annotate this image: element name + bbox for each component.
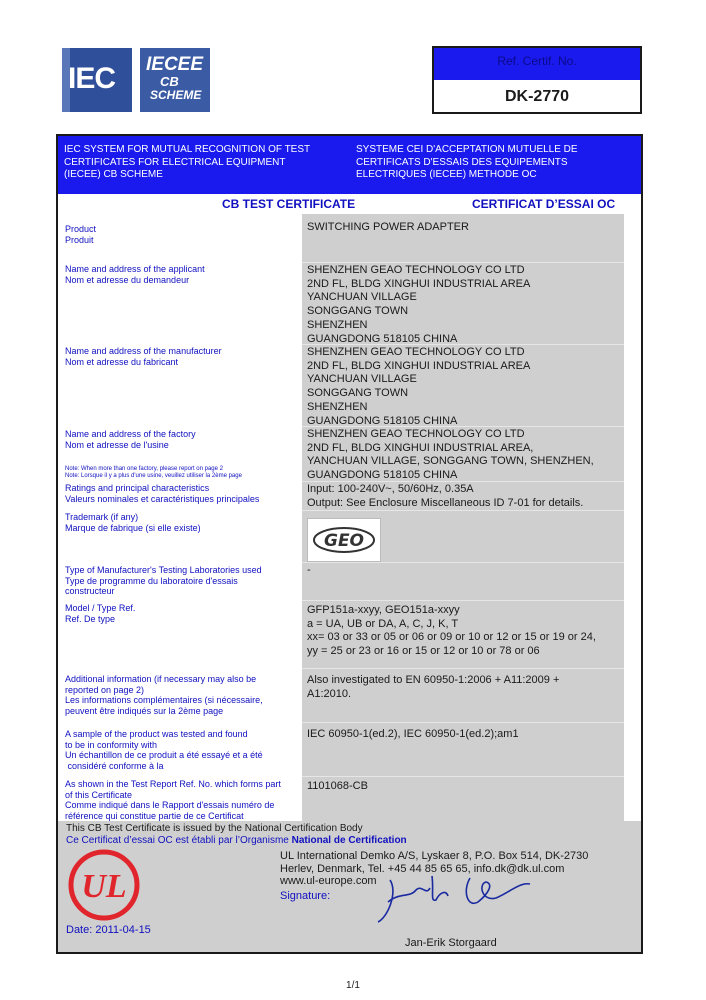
iec-logo-text: IEC (68, 62, 116, 95)
header-french (356, 144, 578, 182)
lab-type-value: - (307, 564, 311, 576)
ul-logo (64, 848, 144, 922)
signature-label: Signature: (280, 890, 331, 902)
signer-name: Jan-Erik Storgaard (405, 937, 497, 949)
geo-logo-graphic (308, 519, 380, 561)
test-report-value: 1101068-CB (307, 780, 368, 792)
trademark-label: Trademark (if any) Marque de fabrique (si elle existe) (65, 512, 201, 533)
ratings-label: Ratings and principal characteristics Valeurs nominales et caractéristiques principales (65, 483, 260, 504)
factory-label: Name and address of the factory Nom et adresse de l'usine (65, 429, 196, 450)
product-label: Product Produit (65, 224, 97, 245)
handwritten-signature (370, 862, 550, 932)
ref-certificate-label: Ref. Certif. No. (434, 48, 640, 80)
applicant-value: SHENZHEN GEAO TECHNOLOGY CO LTD 2ND FL, BLDG XINGHUI INDUSTRIAL AREA YANCHUAN VILLAGE SONGGANG TOWN SHENZHEN GUANGDONG 518105 CHINA (307, 264, 531, 345)
geo-logo-text: GEO (323, 531, 365, 551)
iecee-logo-line1: IECEE (146, 54, 204, 75)
ref-certificate-number: DK-2770 (504, 88, 570, 105)
conformity-label: A sample of the product was tested and found to be in conformity with Un échantillon de ce produit a été essayé et a été considéré conforme à la (65, 729, 263, 771)
ul-logo-text: UL (81, 868, 127, 905)
conformity-value: IEC 60950-1(ed.2), IEC 60950-1(ed.2);am1 (307, 728, 519, 740)
factory-value: SHENZHEN GEAO TECHNOLOGY CO LTD 2ND FL, BLDG XINGHUI INDUSTRIAL AREA, YANCHUAN VILLAGE, SONGGANG TOWN, SHENZHEN, GUANGDONG 518105 CHINA (307, 428, 594, 482)
iecee-cb-scheme-logo (140, 48, 210, 112)
ratings-value: Input: 100-240V~, 50/60Hz, 0.35A Output: See Enclosure Miscellaneous ID 7-01 for details. (307, 483, 584, 509)
applicant-label: Name and address of the applicant Nom et adresse du demandeur (65, 264, 205, 285)
header-english-line: IEC SYSTEM FOR MUTUAL RECOGNITION OF TEST (64, 144, 311, 155)
ref-certificate-box (432, 46, 642, 114)
field-separator (302, 722, 624, 723)
lab-type-label: Type of Manufacturer's Testing Laboratories used Type de programme du laboratoire d'essais constructeur (65, 565, 262, 596)
header-english (64, 144, 310, 182)
iec-logo (62, 48, 132, 112)
model-value: GFP151a-xxyy, GEO151a-xxyy a = UA, UB or DA, A, C, J, K, T xx= 03 or 33 or 05 or 06 or 09 or 10 or 12 or 15 or 19 or 24, yy = 25 or 23 or 16 or 15 or 12 or 10 or 78 or 06 (307, 604, 596, 658)
issue-date: Date: 2011-04-15 (66, 924, 151, 936)
header-english-line: CERTIFICATES FOR ELECTRICAL EQUIPMENT (64, 156, 286, 168)
issued-by-english: This CB Test Certificate is issued by the National Certification Body (66, 823, 363, 834)
header-french-line: SYSTEME CEI D'ACCEPTATION MUTUELLE DE (356, 144, 578, 155)
header-french-line: CERTIFICATS D'ESSAIS DES EQUIPEMENTS (356, 156, 568, 168)
issued-by-french (66, 835, 407, 847)
title-french: CERTIFICAT D’ESSAI OC (472, 197, 616, 211)
ncb-address: UL International Demko A/S, Lyskaer 8, P.O. Box 514, DK-2730 Herlev, Denmark, Tel. +45 44 85 65 65, info.dk@dk.ul.com www.ul-europe.com (280, 850, 589, 887)
page-number: 1/1 (346, 980, 360, 991)
header-english-line: (IECEE) CB SCHEME (64, 169, 163, 180)
issued-by-french-text: Ce Certificat d’essai OC est établi par l’Organisme (66, 835, 292, 846)
issued-by-french-bold: National de Certification (291, 835, 407, 846)
iecee-logo-line3: SCHEME (150, 88, 202, 102)
field-separator (302, 262, 624, 263)
field-separator (302, 776, 624, 777)
trademark-logo (307, 518, 381, 562)
additional-info-label: Additional information (if necessary may also be reported on page 2) Les informations complémentaires (si nécessaire, peuvent être indiqués sur la 2ème page (65, 674, 263, 716)
factory-note: Note: When more than one factory, please report on page 2 Note: Lorsque il y a plus d'une usine, veuillez utiliser la 2ème page (65, 466, 242, 479)
additional-info-value: Also investigated to EN 60950-1:2006 + A11:2009 + A1:2010. (307, 674, 560, 700)
test-report-label: As shown in the Test Report Ref. No. which forms part of this Certificate Comme indiqué dans le Rapport d'essais numéro de référence qui constitue partie de ce Certificat (65, 779, 281, 821)
right-margin-strip (624, 214, 641, 821)
model-label: Model / Type Ref. Ref. De type (65, 603, 136, 624)
title-english: CB TEST CERTIFICATE (222, 197, 356, 211)
field-separator (302, 668, 624, 669)
manufacturer-value: SHENZHEN GEAO TECHNOLOGY CO LTD 2ND FL, BLDG XINGHUI INDUSTRIAL AREA YANCHUAN VILLAGE SONGGANG TOWN SHENZHEN GUANGDONG 518105 CHINA (307, 346, 531, 427)
header-french-line: ELECTRIQUES (IECEE) METHODE OC (356, 169, 537, 180)
header-band (58, 136, 641, 194)
product-value: SWITCHING POWER ADAPTER (307, 221, 469, 233)
manufacturer-label: Name and address of the manufacturer Nom et adresse du fabricant (65, 346, 222, 367)
signature-stroke (378, 876, 530, 922)
iecee-logo-line2: CB (160, 74, 179, 89)
field-separator (302, 600, 624, 601)
